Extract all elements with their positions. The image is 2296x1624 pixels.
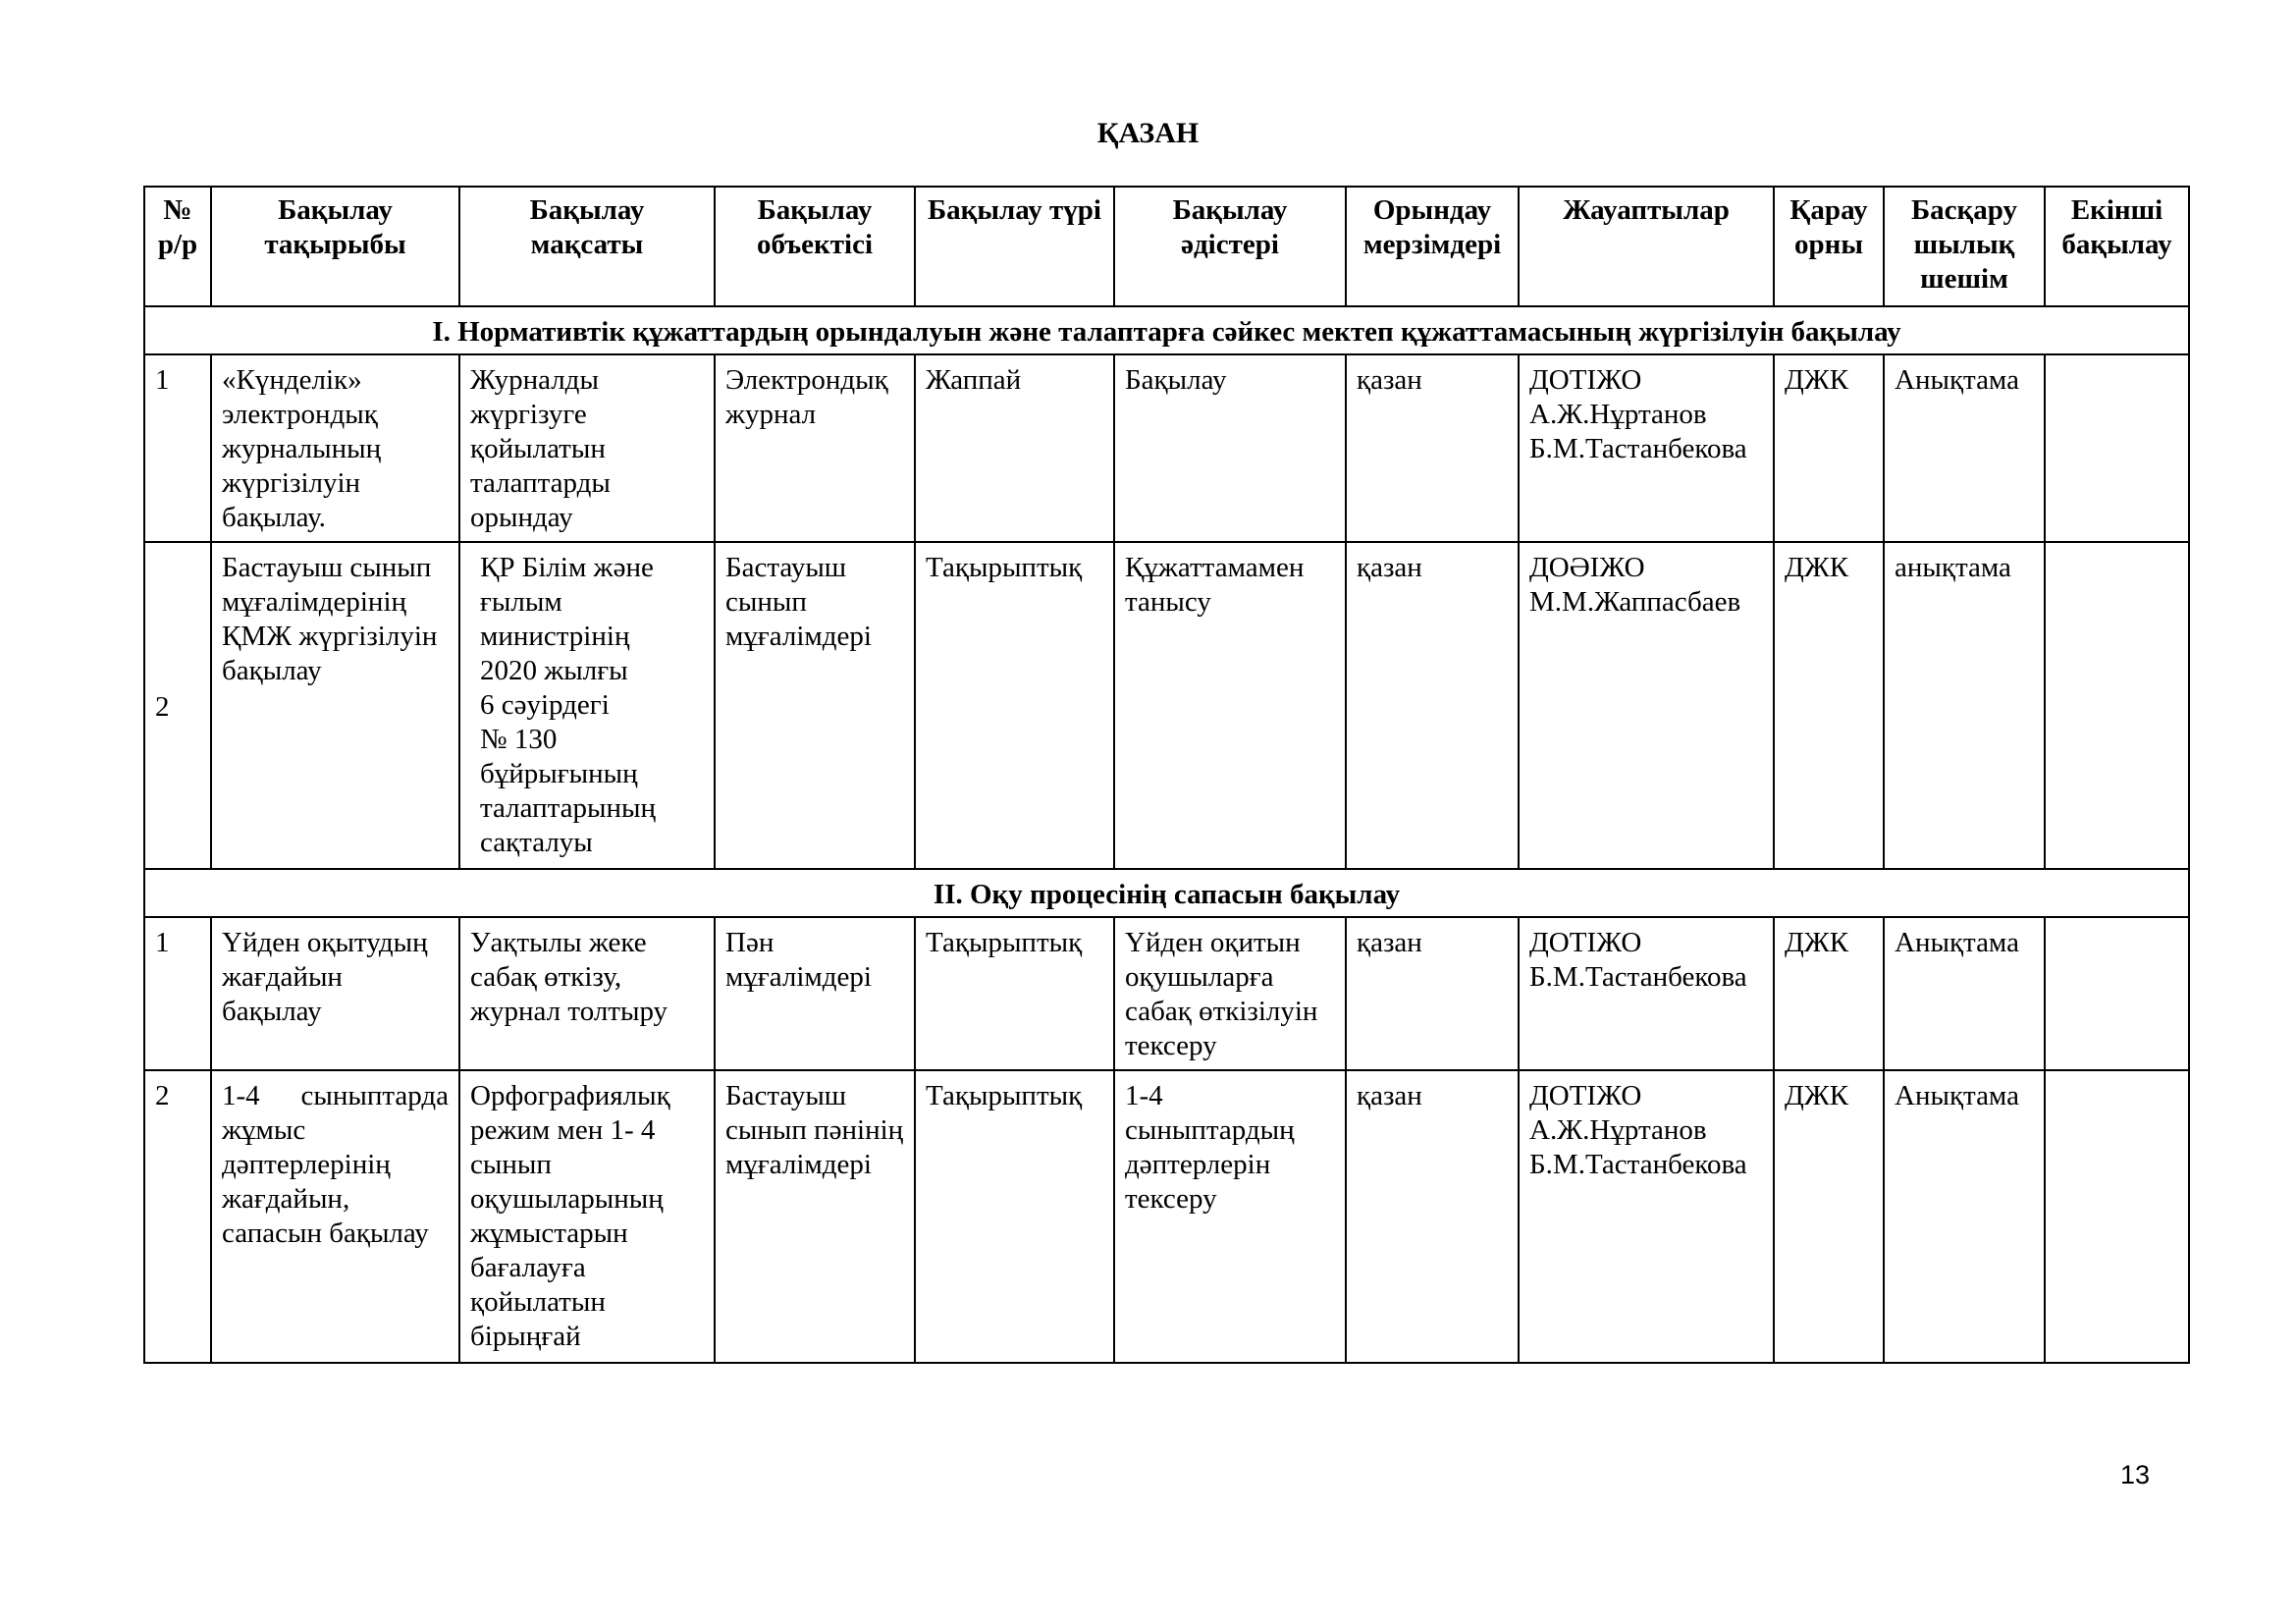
table-row bbox=[144, 1070, 2189, 1363]
responsible-line: ДОТІЖО bbox=[1529, 927, 1642, 958]
header-num: № р/р bbox=[144, 187, 211, 306]
row-deadline: қазан bbox=[1346, 917, 1519, 1070]
row-topic: «Күнделік» электрондық журналының жүргізілуін бақылау. bbox=[211, 354, 459, 542]
row-responsible bbox=[1519, 917, 1774, 1070]
row-second bbox=[2045, 917, 2189, 1070]
row-responsible bbox=[1519, 354, 1774, 542]
row-type: Тақырыптық bbox=[915, 542, 1114, 869]
page-title: ҚАЗАН bbox=[1096, 117, 1200, 149]
row-deadline: қазан bbox=[1346, 542, 1519, 869]
responsible-line: М.М.Жаппасбаев bbox=[1529, 586, 1741, 618]
row-purpose bbox=[459, 542, 715, 869]
row-review: ДЖК bbox=[1774, 917, 1884, 1070]
row-object: Пән мұғалімдері bbox=[715, 917, 915, 1070]
row-decision: анықтама bbox=[1884, 542, 2045, 869]
table-row bbox=[144, 917, 2189, 1070]
header-type: Бақылау түрі bbox=[915, 187, 1114, 306]
row-decision: Анықтама bbox=[1884, 917, 2045, 1070]
row-num: 1 bbox=[144, 917, 211, 1070]
row-responsible bbox=[1519, 542, 1774, 869]
row-decision: Анықтама bbox=[1884, 354, 2045, 542]
responsible-line: ДОӘІЖО bbox=[1529, 552, 1645, 583]
row-second bbox=[2045, 354, 2189, 542]
row-purpose: Уақтылы жеке сабақ өткізу, журнал толтыру bbox=[459, 917, 715, 1070]
purpose-line: 2020 жылғы bbox=[480, 655, 628, 686]
row-topic: Бастауыш сынып мұғалімдерінің ҚМЖ жүргізілуін бақылау bbox=[211, 542, 459, 869]
row-type: Тақырыптық bbox=[915, 917, 1114, 1070]
responsible-line: ДОТІЖО bbox=[1529, 364, 1642, 396]
row-methods: Құжаттамамен танысу bbox=[1114, 542, 1346, 869]
responsible-line: Б.М.Тастанбекова bbox=[1529, 1149, 1747, 1180]
row-deadline: қазан bbox=[1346, 1070, 1519, 1363]
row-methods: Үйден оқитын оқушыларға сабақ өткізілуін тексеру bbox=[1114, 917, 1346, 1070]
row-num-text: 2 bbox=[155, 691, 170, 723]
section-row bbox=[144, 869, 2189, 917]
row-topic: Үйден оқытудың жағдайын бақылау bbox=[211, 917, 459, 1070]
row-type: Тақырыптық bbox=[915, 1070, 1114, 1363]
row-object: Бастауыш сынып пәнінің мұғалімдері bbox=[715, 1070, 915, 1363]
purpose-line: 6 сәуірдегі bbox=[480, 689, 610, 721]
row-review: ДЖК bbox=[1774, 1070, 1884, 1363]
purpose-line: министрінің bbox=[480, 621, 630, 652]
header-review: Қарау орны bbox=[1774, 187, 1884, 306]
purpose-line: ҚР Білім және bbox=[480, 552, 654, 583]
section-title: ІІ. Оқу процесінің сапасын бақылау bbox=[144, 869, 2189, 917]
row-type: Жаппай bbox=[915, 354, 1114, 542]
row-methods: Бақылау bbox=[1114, 354, 1346, 542]
control-plan-table bbox=[143, 186, 2190, 1364]
header-topic: Бақылау тақырыбы bbox=[211, 187, 459, 306]
row-num: 2 bbox=[144, 1070, 211, 1363]
row-num bbox=[144, 542, 211, 869]
row-methods: 1-4 сыныптардың дәптерлерін тексеру bbox=[1114, 1070, 1346, 1363]
purpose-line: № 130 bbox=[480, 724, 558, 755]
purpose-line: талаптарының bbox=[480, 792, 657, 824]
row-second bbox=[2045, 542, 2189, 869]
row-purpose: Орфографиялық режим мен 1- 4 сынып оқушыларының жұмыстарын бағалауға қойылатын бірыңғай bbox=[459, 1070, 715, 1363]
header-purpose: Бақылау мақсаты bbox=[459, 187, 715, 306]
row-object: Электрондық журнал bbox=[715, 354, 915, 542]
header-deadline: Орындау мерзімдері bbox=[1346, 187, 1519, 306]
section-title: І. Нормативтік құжаттардың орындалуын және талаптарға сәйкес мектеп құжаттамасының жүргізілуін бақылау bbox=[144, 306, 2189, 354]
header-second: Екінші бақылау bbox=[2045, 187, 2189, 306]
table-row bbox=[144, 354, 2189, 542]
row-second bbox=[2045, 1070, 2189, 1363]
row-review: ДЖК bbox=[1774, 542, 1884, 869]
row-object: Бастауыш сынып мұғалімдері bbox=[715, 542, 915, 869]
table-row bbox=[144, 542, 2189, 869]
purpose-line: ғылым bbox=[480, 586, 562, 618]
row-responsible bbox=[1519, 1070, 1774, 1363]
responsible-line: А.Ж.Нұртанов bbox=[1529, 1114, 1707, 1146]
header-decision: Басқару шылық шешім bbox=[1884, 187, 2045, 306]
header-methods: Бақылау әдістері bbox=[1114, 187, 1346, 306]
row-deadline: қазан bbox=[1346, 354, 1519, 542]
responsible-line: Б.М.Тастанбекова bbox=[1529, 961, 1747, 993]
table-header-row bbox=[144, 187, 2189, 306]
row-num: 1 bbox=[144, 354, 211, 542]
section-row bbox=[144, 306, 2189, 354]
header-responsible: Жауаптылар bbox=[1519, 187, 1774, 306]
responsible-line: Б.М.Тастанбекова bbox=[1529, 433, 1747, 464]
header-object: Бақылау объектісі bbox=[715, 187, 915, 306]
purpose-line: бұйрығының bbox=[480, 758, 638, 789]
row-review: ДЖК bbox=[1774, 354, 1884, 542]
purpose-line: сақталуы bbox=[480, 827, 593, 858]
page-number: 13 bbox=[2119, 1460, 2150, 1489]
row-purpose: Журналды жүргізуге қойылатын талаптарды орындау bbox=[459, 354, 715, 542]
row-decision: Анықтама bbox=[1884, 1070, 2045, 1363]
responsible-line: А.Ж.Нұртанов bbox=[1529, 399, 1707, 430]
row-topic: 1-4 сыныптарда жұмыс дәптерлерінің жағдайын, сапасын бақылау bbox=[211, 1070, 459, 1363]
responsible-line: ДОТІЖО bbox=[1529, 1080, 1642, 1111]
